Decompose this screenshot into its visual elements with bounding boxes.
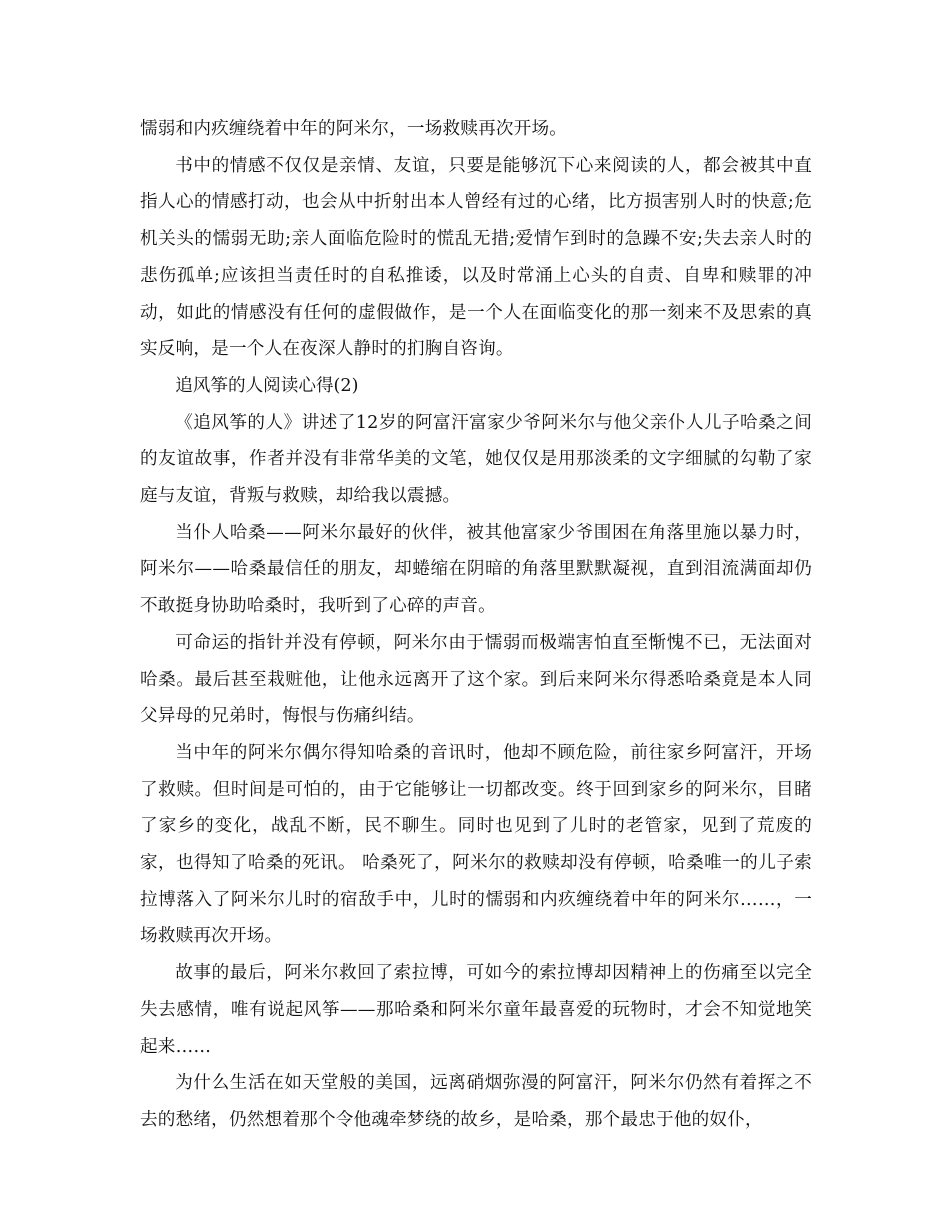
- document-body: [140, 111, 812, 1139]
- paragraph-redemption: 当中年的阿米尔偶尔得知哈桑的音讯时，他却不顾危险，前往家乡阿富汗，开场了救赎。但时间是可怕的，由于它能够让一切都改变。终于回到家乡的阿米尔，目睹了家乡的变化，战乱不断，民不聊生。同时也见到了儿时的老管家，见到了荒废的家，也得知了哈桑的死讯。 哈桑死了，阿米尔的救赎却没有停顿，哈桑唯一的儿子索拉博落入了阿米尔儿时的宿敌手中，儿时的懦弱和内疚缠绕着中年的阿米尔……，一场救赎再次开场。: [140, 742, 812, 947]
- paragraph-continuation: 懦弱和内疚缠绕着中年的阿米尔，一场救赎再次开场。: [140, 119, 568, 139]
- paragraph-question: 为什么生活在如天堂般的美国，远离硝烟弥漫的阿富汗，阿米尔仍然有着挥之不去的愁绪，仍然想着那个令他魂牵梦绕的故乡，是哈桑，那个最忠于他的奴仆，: [140, 1073, 812, 1130]
- section-heading: 追风筝的人阅读心得(2): [175, 375, 359, 396]
- paragraph-summary: 《追风筝的人》讲述了12岁的阿富汗富家少爷阿米尔与他父亲仆人儿子哈桑之间的友谊故事，作者并没有非常华美的文笔，她仅仅是用那淡柔的文字细腻的勾勒了家庭与友谊，背叛与救赎，却给我以震撼。: [140, 412, 812, 507]
- paragraph-betrayal: 当仆人哈桑——阿米尔最好的伙伴，被其他富家少爷围困在角落里施以暴力时，阿米尔——哈桑最信任的朋友，却蜷缩在阴暗的角落里默默凝视，直到泪流满面却仍不敢挺身协助哈桑时，我听到了心碎的声音。: [140, 522, 812, 617]
- paragraph-fate: 可命运的指针并没有停顿，阿米尔由于懦弱而极端害怕直至惭愧不已，无法面对哈桑。最后甚至栽赃他，让他永远离开了这个家。到后来阿米尔得悉哈桑竟是本人同父异母的兄弟时，悔恨与伤痛纠结。: [140, 632, 812, 727]
- paragraph-emotions: 书中的情感不仅仅是亲情、友谊，只要是能够沉下心来阅读的人，都会被其中直指人心的情感打动，也会从中折射出本人曾经有过的心绪，比方损害别人时的快意;危机关头的懦弱无助;亲人面临危险时的慌乱无措;爱情乍到时的急躁不安;失去亲人时的悲伤孤单;应该担当责任时的自私推诿，以及时常涌上心头的自责、自卑和赎罪的冲动，如此的情感没有任何的虚假做作，是一个人在面临变化的那一刻来不及思索的真实反响，是一个人在夜深人静时的扪胸自咨询。: [140, 155, 812, 360]
- paragraph-ending: 故事的最后，阿米尔救回了索拉博，可如今的索拉博却因精神上的伤痛至以完全失去感情，唯有说起风筝——那哈桑和阿米尔童年最喜爱的玩物时，才会不知觉地笑起来……: [140, 963, 812, 1057]
